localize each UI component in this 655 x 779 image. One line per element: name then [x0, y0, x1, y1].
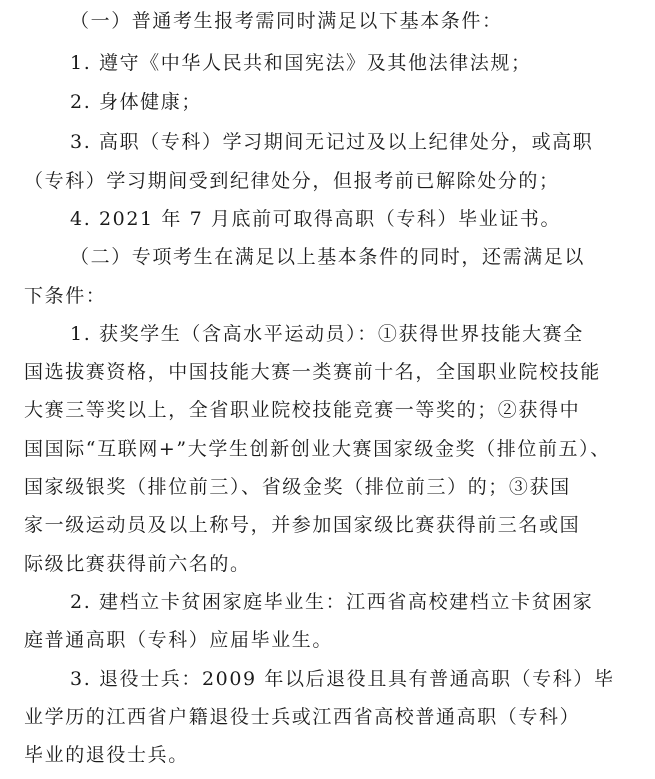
condition-item-3-line-1: 3. 高职（专科）学习期间无记过及以上纪律处分，或高职	[70, 131, 594, 153]
special-item-1-line-7: 际级比赛获得前六名的。	[24, 553, 251, 575]
section-heading-special-cont: 下条件：	[24, 285, 107, 307]
condition-item-1: 1. 遵守《中华人民共和国宪法》及其他法律法规；	[70, 52, 532, 74]
special-item-2-line-2: 庭普通高职（专科）应届毕业生。	[24, 629, 334, 651]
condition-item-3-line-2: （专科）学习期间受到纪律处分，但报考前已解除处分的；	[24, 170, 560, 192]
special-item-1-line-1: 1. 获奖学生（含高水平运动员）：①获得世界技能大赛全	[70, 323, 584, 345]
condition-item-2: 2. 身体健康；	[70, 91, 202, 113]
special-item-3-line-1: 3. 退役士兵：2009 年以后退役且具有普通高职（专科）毕	[70, 668, 615, 690]
special-item-1-line-4: 国国际“互联网+”大学生创新创业大赛国家级金奖（排位前五）、	[24, 438, 611, 460]
special-item-3-line-3: 毕业的退役士兵。	[24, 744, 189, 766]
section-heading-general: （一）普通考生报考需同时满足以下基本条件：	[70, 10, 503, 32]
special-item-1-line-6: 家一级运动员及以上称号，并参加国家级比赛获得前三名或国	[24, 514, 581, 536]
special-item-3-line-2: 业学历的江西省户籍退役士兵或江西省高校普通高职（专科）	[24, 706, 581, 728]
special-item-2-line-1: 2. 建档立卡贫困家庭毕业生：江西省高校建档立卡贫困家	[70, 591, 594, 613]
section-heading-special: （二）专项考生在满足以上基本条件的同时，还需满足以	[70, 246, 586, 268]
condition-item-4: 4. 2021 年 7 月底前可取得高职（专科）毕业证书。	[70, 208, 562, 230]
special-item-1-line-5: 国家级银奖（排位前三）、省级金奖（排位前三）的；③获国	[24, 476, 571, 498]
special-item-1-line-3: 大赛三等奖以上，全省职业院校技能竞赛一等奖的；②获得中	[24, 399, 581, 421]
special-item-1-line-2: 国选拔赛资格，中国技能大赛一类赛前十名，全国职业院校技能	[24, 361, 601, 383]
